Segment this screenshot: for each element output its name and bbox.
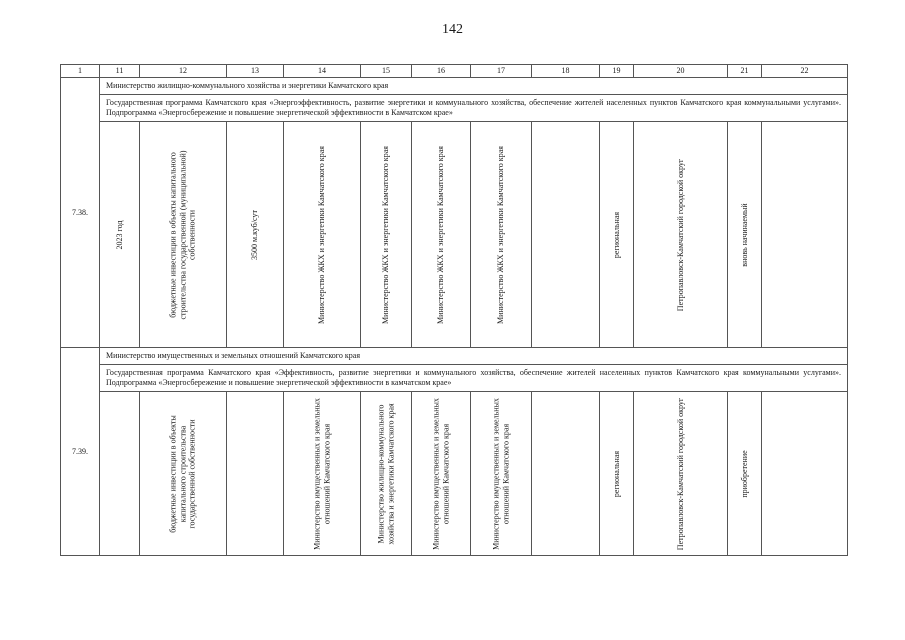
developer-text: Министерство ЖКХ и энергетики Камчатского края — [381, 145, 391, 324]
row-number: 7.39. — [61, 348, 100, 556]
header-cell: 19 — [600, 65, 634, 78]
header-cell: 22 — [762, 65, 848, 78]
level-text: региональная — [611, 450, 621, 497]
col-21-cell — [728, 122, 762, 348]
col-13-cell — [227, 392, 284, 556]
year-text: 2023 год — [114, 220, 124, 249]
program-row — [61, 95, 848, 122]
col-22-cell — [762, 392, 848, 556]
header-cell: 13 — [227, 65, 284, 78]
capacity-text: 3500 м.куб/сут — [250, 209, 260, 260]
col-18-cell — [532, 392, 600, 556]
status-text: вновь начинаемый — [739, 202, 749, 267]
col-12-cell — [140, 122, 227, 348]
col-16-cell — [412, 122, 471, 348]
col-15-cell — [361, 122, 412, 348]
section-row — [61, 78, 848, 95]
location-text: Петропавловск-Камчатский городской округ — [675, 158, 685, 311]
investment-type-text: бюджетные инвестиции в объекты капитального строительства государственной собственности — [168, 414, 197, 533]
coordinator-text: Министерство имущественных и земельных отношений Камчатского края — [491, 397, 510, 550]
col-21-cell — [728, 392, 762, 556]
level-text: региональная — [611, 211, 621, 258]
customer-text: Министерство ЖКХ и энергетики Камчатского края — [317, 145, 327, 324]
data-table — [60, 64, 848, 556]
header-cell: 17 — [471, 65, 532, 78]
col-19-cell — [600, 392, 634, 556]
header-row — [61, 65, 848, 78]
header-cell: 20 — [634, 65, 728, 78]
header-cell: 12 — [140, 65, 227, 78]
col-19-cell — [600, 122, 634, 348]
table-row — [61, 392, 848, 556]
program-description: Государственная программа Камчатского края «Эффективность, развитие энергетики и коммунального хозяйства, обеспечение жителей населенных пунктов Камчатского края коммунальными услугами». Подпрограмма «Энергосбережение и повышение энергетической эффективности в камчатском крае» — [100, 365, 848, 392]
col-11-cell — [100, 122, 140, 348]
status-text: приобретение — [739, 449, 749, 498]
coordinator-text: Министерство ЖКХ и энергетики Камчатского края — [496, 145, 506, 324]
responsible-text: Министерство ЖКХ и энергетики Камчатского края — [436, 145, 446, 324]
program-row — [61, 365, 848, 392]
header-cell: 15 — [361, 65, 412, 78]
header-cell: 21 — [728, 65, 762, 78]
col-17-cell — [471, 392, 532, 556]
col-13-cell — [227, 122, 284, 348]
section-title: Министерство имущественных и земельных отношений Камчатского края — [100, 348, 848, 365]
col-20-cell — [634, 122, 728, 348]
col-12-cell — [140, 392, 227, 556]
col-14-cell — [284, 392, 361, 556]
header-cell: 1 — [61, 65, 100, 78]
program-description: Государственная программа Камчатского края «Энергоэффективность, развитие энергетики и коммунального хозяйства, обеспечение жителей населенных пунктов Камчатского края коммунальными услугами». Подпрограмма «Энергосбережение и повышение энергетической эффективности в Камчатском крае» — [100, 95, 848, 122]
table-row — [61, 122, 848, 348]
col-16-cell — [412, 392, 471, 556]
col-20-cell — [634, 392, 728, 556]
col-11-cell — [100, 392, 140, 556]
investment-type-text: бюджетные инвестиции в объекты капитального строительства государственной (муниципальной) собственности — [168, 149, 197, 320]
header-cell: 16 — [412, 65, 471, 78]
customer-text: Министерство имущественных и земельных отношений Камчатского края — [312, 397, 331, 550]
row-number: 7.38. — [61, 78, 100, 348]
header-cell: 11 — [100, 65, 140, 78]
col-22-cell — [762, 122, 848, 348]
responsible-text: Министерство имущественных и земельных отношений Камчатского края — [431, 397, 450, 550]
location-text: Петропавловск-Камчатский городской округ — [675, 397, 685, 550]
col-17-cell — [471, 122, 532, 348]
page-number: 142 — [442, 22, 463, 37]
col-18-cell — [532, 122, 600, 348]
header-cell: 14 — [284, 65, 361, 78]
header-cell: 18 — [532, 65, 600, 78]
col-14-cell — [284, 122, 361, 348]
developer-text: Министерство жилищно-коммунального хозяйства и энергетики Камчатского края — [376, 402, 395, 545]
col-15-cell — [361, 392, 412, 556]
section-title: Министерство жилищно-коммунального хозяйства и энергетики Камчатского края — [100, 78, 848, 95]
section-row — [61, 348, 848, 365]
